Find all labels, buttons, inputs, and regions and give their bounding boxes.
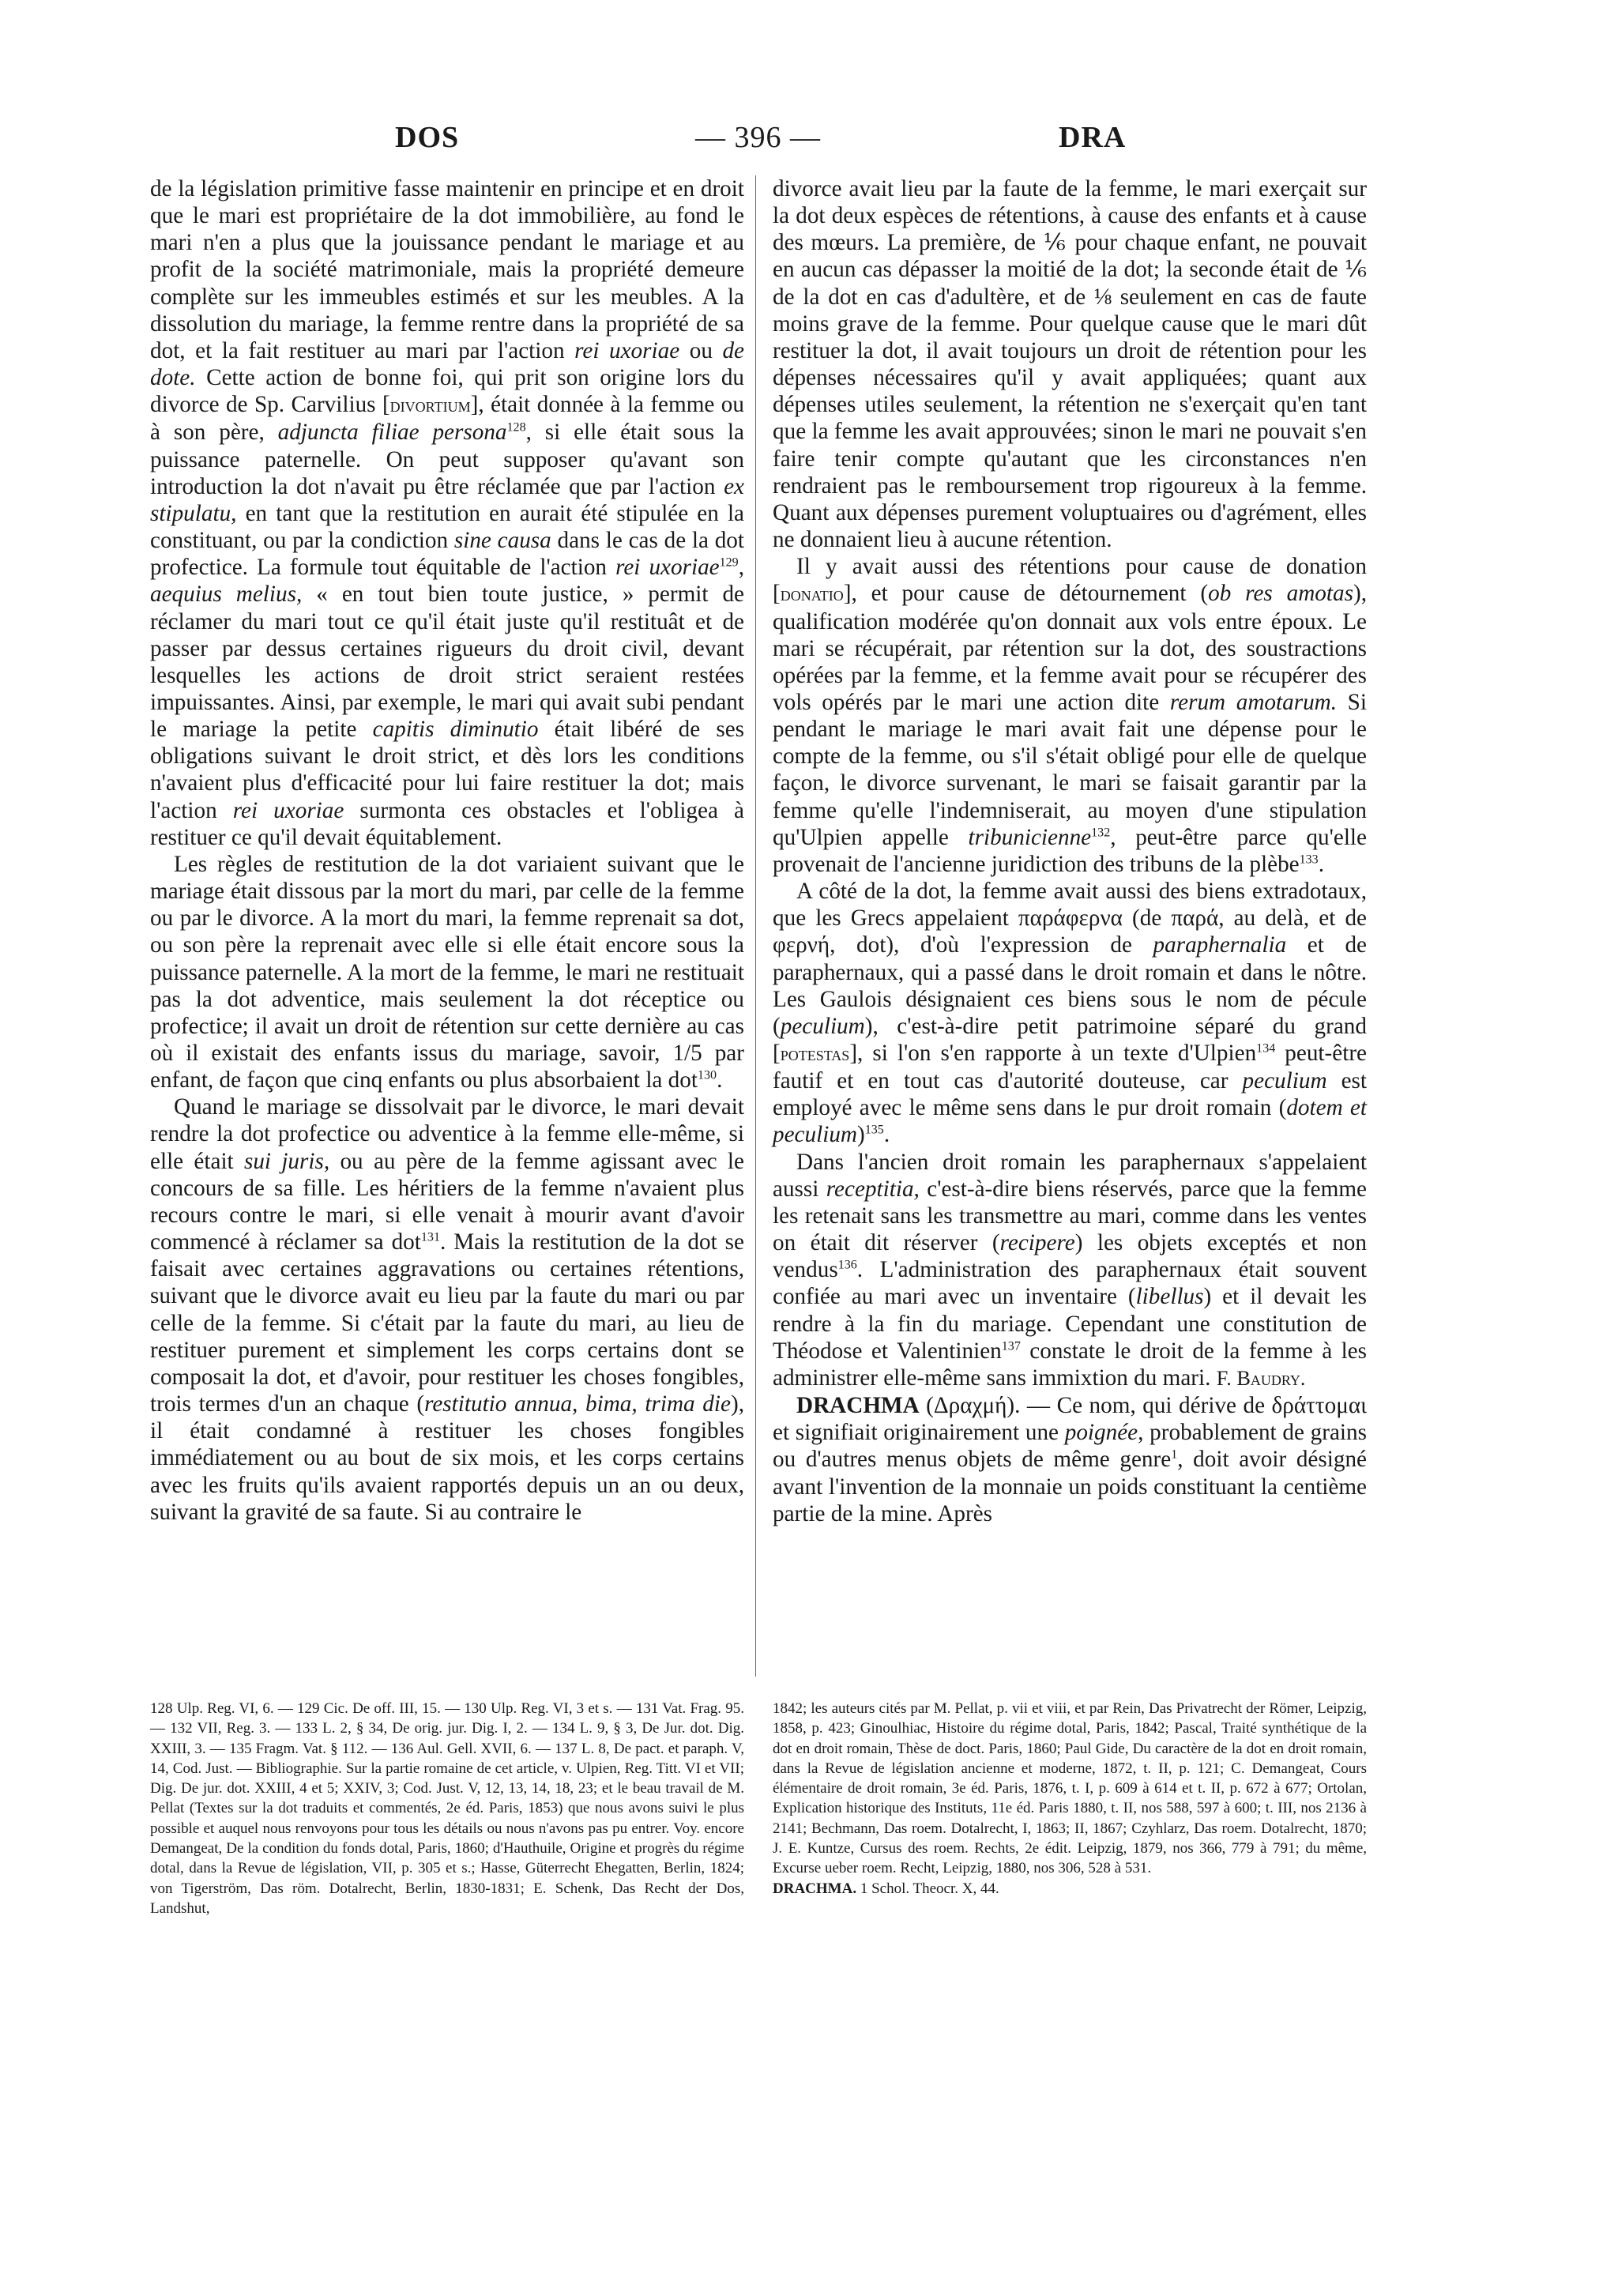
footnotes-left — [150, 1699, 744, 1918]
footnote-ref: 132 — [1091, 826, 1111, 840]
footnote-drachma: DRACHMA. 1 Schol. Theocr. X, 44. — [773, 1880, 999, 1897]
paragraph: Les règles de restitution de la dot variaient suivant que le mariage était dissous par la mort du mari, par celle de la femme ou par le divorce. A la mort du mari, la femme reprenait sa dot, ou son père la reprenait avec elle si elle était encore sous la puissance paternelle. A la mort de la femme, le mari ne restituait pas la dot adventice, mais seulement la dot réceptice ou profectice; il avait un droit de rétention sur cette dernière au cas où il existait des enfants issus du mariage, savoir, 1/5 par enfant, de façon que cinq enfants ou plus absorbaient la dot$^{130}$. — [150, 851, 744, 1093]
left-column — [150, 175, 744, 1526]
footnote-ref: 134 — [1256, 1041, 1276, 1056]
paragraph: Quand le mariage se dissolvait par le divorce, le mari devait rendre la dot profectice ou adventice à la femme elle-même, si elle était sui juris, ou au père de la femme agissant avec le concours de sa fille. Les héritiers de la femme n'avaient plus recours contre le mari, si elle venait à mourir avant d'avoir commencé à réclamer sa dot$^{131}$. Mais la restitution de la dot se faisait avec certaines aggravations ou certaines rétentions, suivant que le divorce avait eu lieu par la faute du mari ou par celle de la femme. Si c'était par la faute du mari, au lieu de restituer purement et simplement les corps certains dont se composait la dot, et d'avoir, pour restituer les choses fongibles, trois termes d'un an chaque (restitutio annua, bima, trima die), il était condamné à restituer les choses fongibles immédiatement ou au bout de six mois, et les corps certains avec les fruits qu'ils avaient rapportés depuis un an ou deux, suivant la gravité de sa faute. Si au contraire le — [150, 1094, 744, 1525]
column-rule — [755, 175, 756, 1677]
paragraph: Dans l'ancien droit romain les paraphernaux s'appelaient aussi receptitia, c'est-à-dire biens réservés, parce que la femme les retenait sans les transmettre au mari, comme dans les ventes on était dit réserver (recipere) les objets exceptés et non vendus$^{136}$. L'administration des paraphernaux était souvent confiée au mari avec un inventaire (libellus) et il devait les rendre à la fin du mariage. Cependant une constitution de Théodose et Valentinien$^{137}$ constate le droit de la femme à les administrer elle-même sans immixtion du mari. F. Baudry. — [773, 1149, 1368, 1391]
paragraph: divorce avait lieu par la faute de la femme, le mari exerçait sur la dot deux espèces de rétentions, à cause des enfants et à cause des mœurs. La première, de ⅙ pour chaque enfant, ne pouvait en aucun cas dépasser la moitié de la dot; la seconde était de ⅙ de la dot en cas d'adultère, et de ⅛ seulement en cas de faute moins grave de la femme. Pour quelque cause que le mari dût restituer la dot, il avait toujours un droit de rétention pour les dépenses nécessaires qu'il y avait appliquées; quant aux dépenses utiles seulement, la rétention ne s'exerçait qu'en tant que la femme les avait approuvées; sinon le mari ne pouvait s'en faire tenir compte qu'autant que les circonstances n'en rendraient pas le remboursement trop rigoureux à la femme. Quant aux dépenses purement voluptuaires ou d'agrément, elles ne donnaient lieu à aucune rétention. — [773, 176, 1367, 553]
header-right-word: DRA — [1059, 121, 1127, 154]
entry-drachma: DRACHMA (Δραχμή). — Ce nom, qui dérive de δράττομαι et signifiait originairement une poignée, probablement de grains ou d'autres menus objets de même genre$^1$, doit avoir désigné avant l'invention de la monnaie un poids constituant la centième partie de la mine. Après — [773, 1393, 1368, 1526]
footnote-ref: 133 — [1299, 853, 1319, 867]
paragraph: A côté de la dot, la femme avait aussi des biens extradotaux, que les Grecs appelaient παράφερνα (de παρά, au delà, et de φερνή, dot), d'où l'expression de paraphernalia et de paraphernaux, qui a passé dans le droit romain et dans le nôtre. Les Gaulois désignaient ces biens sous le nom de pécule (peculium), c'est-à-dire petit patrimoine séparé du grand [potestas], si l'on s'en rapporte à un texte d'Ulpien$^{134}$ peut-être fautif et en tout cas d'autorité douteuse, car peculium est employé avec le même sens dans le pur droit romain (dotem et peculium)$^{135}$. — [773, 879, 1368, 1148]
footnote-ref: 137 — [1001, 1338, 1021, 1353]
right-column — [773, 175, 1367, 1527]
footnote-ref: 129 — [719, 555, 739, 570]
footnote-ref: 136 — [837, 1258, 857, 1272]
footnote-text: 1842; les auteurs cités par M. Pellat, p. vii et viii, et par Rein, Das Privatrecht der Römer, Leipzig, 1858, p. 423; Ginoulhiac, Histoire du régime dotal, Paris, 1842; Pascal, Traité synthétique de la dot en droit romain, Thèse de doct. Paris, 1860; Paul Gide, Du caractère de la dot en droit romain, dans la Revue de législation ancienne et moderne, 1872, t. II, p. 121; C. Demangeat, Cours élémentaire de droit romain, 3e éd. Paris, 1876, t. I, p. 609 à 614 et t. II, p. 672 à 677; Ortolan, Explication historique des Instituts, 11e éd. Paris 1880, t. II, nos 588, 597 à 600; t. III, nos 2136 à 2141; Bechmann, Das roem. Dotalrecht, I, 1863; II, 1867; Czyhlarz, Das roem. Dotalrecht, 1870; J. E. Kuntze, Cursus des roem. Rechts, 2e édit. Leipzig, 1879, nos 366, 779 à 791; du même, Excurse ueber roem. Recht, Leipzig, 1880, nos 306, 528 à 531. — [773, 1700, 1367, 1877]
footnote-text: 128 Ulp. Reg. VI, 6. — 129 Cic. De off. III, 15. — 130 Ulp. Reg. VI, 3 et s. — 131 Vat. Frag. 95. — 132 VII, Reg. 3. — 133 L. 2, § 34, De orig. jur. Dig. I, 2. — 134 L. 9, § 3, De Jur. dot. Dig. XXIII, 3. — 135 Fragm. Vat. § 112. — 136 Aul. Gell. XVII, 6. — 137 L. 8, De pact. et paraph. V, 14, Cod. Just. — Bibliographie. Sur la partie romaine de cet article, v. Ulpien, Reg. Titt. VI et VII; Dig. De jur. dot. XXIII, 4 et 5; XXIV, 3; Cod. Just. V, 12, 13, 14, 18, 23; et le beau travail de M. Pellat (Textes sur la dot traduits et commentés, 2e éd. Paris, 1853) que nous avons suivi le plus possible et auquel nous renvoyons pour tous les détails ou nous n'avons pas pu entrer. Voy. encore Demangeat, De la condition du fonds dotal, Paris, 1860; d'Hauthuile, Origine et progrès du régime dotal, dans la Revue de législation, VII, p. 305 et s.; Hasse, Güterrecht Ehegatten, Berlin, 1824; von Tigerström, Das röm. Dotalrecht, Berlin, 1830-1831; E. Schenk, Das Recht der Dos, Landshut, — [150, 1700, 744, 1917]
footnotes-right — [773, 1699, 1367, 1899]
author-signature: F. Baudry. — [1216, 1366, 1306, 1390]
footnote-ref: 131 — [420, 1230, 440, 1244]
header-left-word: DOS — [395, 121, 460, 154]
entry-title: DRACHMA — [796, 1393, 920, 1419]
page-number: — 396 — — [695, 121, 821, 154]
footnote-ref: 130 — [697, 1068, 717, 1082]
paragraph: de la législation primitive fasse maintenir en principe et en droit que le mari est propriétaire de la dot immobilière, au fond le mari n'en a plus que la jouissance pendant le mariage et au profit de la société matrimoniale, mais la propriété demeure complète sur les immeubles estimés et sur les meubles. A la dissolution du mariage, la femme rentre dans la propriété de sa dot, et la fait restituer au mari par l'action rei uxoriae ou de dote. Cette action de bonne foi, qui prit son origine lors du divorce de Sp. Carvilius [divortium], était donnée à la femme ou à son père, adjuncta filiae persona$^{128}$, si elle était sous la puissance paternelle. On peut supposer qu'avant son introduction la dot n'avait pu être réclamée que par l'action ex stipulatu, en tant que la restitution en aurait été stipulée en la constituant, ou par la condiction sine causa dans le cas de la dot profectice. La formule tout équitable de l'action rei uxoriae$^{129}$, aequius melius, « en tout bien toute justice, » permit de réclamer du mari tout ce qu'il était juste qu'il restituât et de passer par dessus certaines rigueurs du droit civil, devant lesquelles les actions de droit strict seraient restées impuissantes. Ainsi, par exemple, le mari qui avait subi pendant le mariage la petite capitis diminutio était libéré de ses obligations suivant le droit strict, et dès lors les conditions n'avaient plus d'efficacité pour lui faire restituer la dot; mais l'action rei uxoriae surmonta ces obstacles et l'obligea à restituer ce qu'il devait équitablement. — [150, 176, 745, 850]
paragraph: Il y avait aussi des rétentions pour cause de donation [donatio], et pour cause de détournement (ob res amotas), qualification modérée qu'on donnait aux vols entre époux. Le mari se récupérait, par rétention sur la dot, des soustractions opérées par la femme, et la femme avait pour se récupérer des vols opérés par le mari une action dite rerum amotarum. Si pendant le mariage le mari avait fait une dépense pour le compte de la femme, ou s'il s'était obligé pour elle de quelque façon, le divorce survenant, le mari se faisait garantir par la femme qu'elle l'indemniserait, au moyen d'une stipulation qu'Ulpien appelle tribunicienne$^{132}$, peut-être parce qu'elle provenait de l'ancienne juridiction des tribuns de la plèbe$^{133}$. — [773, 554, 1368, 877]
footnote-ref: 135 — [864, 1123, 884, 1137]
footnote-ref: 128 — [506, 420, 526, 435]
running-header — [150, 120, 1367, 167]
footnote-ref: 1 — [1171, 1447, 1178, 1462]
